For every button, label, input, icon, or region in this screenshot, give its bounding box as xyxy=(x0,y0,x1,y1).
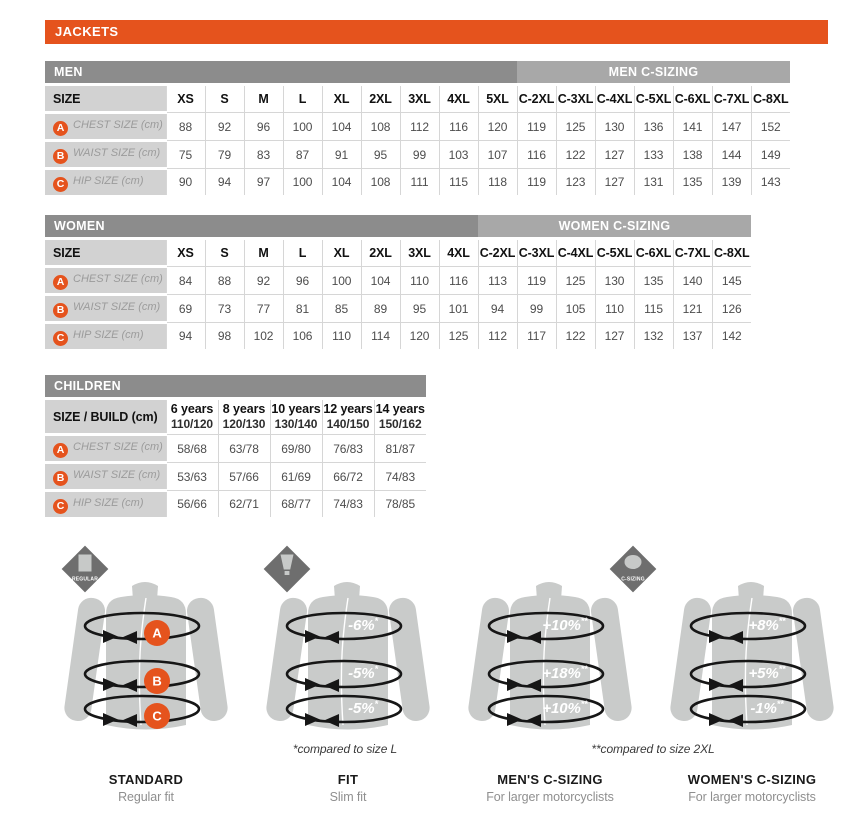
figure-subtitle: Slim fit xyxy=(329,790,367,804)
size-value: 130 xyxy=(595,113,634,141)
size-value: 112 xyxy=(400,113,439,141)
table-title-text: MEN xyxy=(54,65,83,79)
slim-fit-badge-icon xyxy=(261,543,313,595)
size-value: 142 xyxy=(712,323,751,350)
size-value: 92 xyxy=(244,267,283,295)
size-value: 89 xyxy=(361,295,400,323)
size-col-header: XL xyxy=(322,86,361,113)
size-value: 120 xyxy=(478,113,517,141)
size-value: 111 xyxy=(400,169,439,196)
size-value: 119 xyxy=(517,267,556,295)
row-label-text: CHEST SIZE (cm) xyxy=(73,273,163,285)
jacket-silhouette xyxy=(63,582,230,730)
size-value: 74/83 xyxy=(322,491,374,518)
row-label-text: HIP SIZE (cm) xyxy=(73,497,144,509)
size-value: 63/78 xyxy=(218,435,270,463)
size-value: 95 xyxy=(400,295,439,323)
measure-row xyxy=(45,491,426,518)
size-value: 100 xyxy=(283,113,322,141)
size-value: 96 xyxy=(283,267,322,295)
size-value: 110 xyxy=(322,323,361,350)
ring-percent-label: -5%* xyxy=(348,699,378,717)
row-label xyxy=(45,141,166,169)
figure-caption xyxy=(247,772,449,804)
ring-percent-label: +5%** xyxy=(748,664,786,682)
women-sizes-table xyxy=(45,240,751,349)
table-bar-women xyxy=(45,215,751,237)
size-value: 112 xyxy=(478,323,517,350)
size-col-header: XS xyxy=(166,86,205,113)
size-col-header: 2XL xyxy=(361,86,400,113)
size-value: 94 xyxy=(205,169,244,196)
size-value: 125 xyxy=(556,113,595,141)
size-value: 105 xyxy=(556,295,595,323)
size-value: 143 xyxy=(751,169,790,196)
size-value: 100 xyxy=(283,169,322,196)
build-label: 110/120 xyxy=(170,417,213,432)
size-value: 110 xyxy=(595,295,634,323)
figure-subtitle: Regular fit xyxy=(118,790,174,804)
size-value: 99 xyxy=(517,295,556,323)
size-value: 83 xyxy=(244,141,283,169)
csizing-title-text: MEN C-SIZING xyxy=(608,65,699,79)
table-title-men xyxy=(45,61,517,83)
size-value: 115 xyxy=(439,169,478,196)
size-value: 94 xyxy=(478,295,517,323)
measure-marker-b-icon: B xyxy=(53,303,68,318)
measure-marker-a-icon: A xyxy=(53,275,68,290)
size-value: 127 xyxy=(595,141,634,169)
badge-label: REGULAR xyxy=(71,576,99,583)
ring-percent-label: -1%** xyxy=(750,699,784,717)
size-value: 96 xyxy=(244,113,283,141)
size-col-header: C-5XL xyxy=(595,240,634,267)
size-col-header: XS xyxy=(166,240,205,267)
size-value: 104 xyxy=(361,267,400,295)
size-value: 69/80 xyxy=(270,435,322,463)
figure-fit xyxy=(247,541,449,804)
size-value: 149 xyxy=(751,141,790,169)
age-label: 14 years xyxy=(375,402,425,417)
size-value: 136 xyxy=(634,113,673,141)
size-value: 104 xyxy=(322,169,361,196)
size-col-header: 2XL xyxy=(361,240,400,267)
size-value: 132 xyxy=(634,323,673,350)
row-label xyxy=(45,295,166,323)
size-col-header: C-6XL xyxy=(673,86,712,113)
size-value: 113 xyxy=(478,267,517,295)
age-label: 12 years xyxy=(323,402,373,417)
table-title-children xyxy=(45,375,426,397)
row-label-text: HIP SIZE (cm) xyxy=(73,329,144,341)
csizing-title-text: WOMEN C-SIZING xyxy=(558,219,671,233)
size-value: 73 xyxy=(205,295,244,323)
ring-percent-label: +10%** xyxy=(542,699,588,717)
footnote: **compared to size 2XL xyxy=(591,742,715,756)
size-value: 147 xyxy=(712,113,751,141)
size-value: 116 xyxy=(439,267,478,295)
size-value: 90 xyxy=(166,169,205,196)
row-label xyxy=(45,113,166,141)
measure-marker-c-icon: C xyxy=(53,331,68,346)
size-value: 74/83 xyxy=(374,463,426,491)
row-label xyxy=(45,323,166,350)
size-value: 130 xyxy=(595,267,634,295)
size-value: 66/72 xyxy=(322,463,374,491)
size-col-header: 4XL xyxy=(439,86,478,113)
size-value: 57/66 xyxy=(218,463,270,491)
size-col-header: XL xyxy=(322,240,361,267)
size-value: 106 xyxy=(283,323,322,350)
size-value: 116 xyxy=(517,141,556,169)
size-value: 108 xyxy=(361,113,400,141)
size-value: 68/77 xyxy=(270,491,322,518)
size-value: 120 xyxy=(400,323,439,350)
size-value: 79 xyxy=(205,141,244,169)
measure-letter: C xyxy=(152,708,162,724)
men-sizes-table xyxy=(45,86,790,195)
figure-subtitle: For larger motorcyclists xyxy=(486,790,614,804)
table-title-women xyxy=(45,215,478,237)
size-col-header: C-4XL xyxy=(556,240,595,267)
size-table-children xyxy=(45,375,426,517)
ring-percent-label: +10%** xyxy=(542,616,588,634)
measure-row xyxy=(45,113,790,141)
row-label-text: CHEST SIZE (cm) xyxy=(73,441,163,453)
figure-title: MEN'S C-SIZING xyxy=(497,772,603,787)
figure-caption xyxy=(45,772,247,804)
size-col-header: C-3XL xyxy=(517,240,556,267)
size-value: 115 xyxy=(634,295,673,323)
size-col-header: C-8XL xyxy=(751,86,790,113)
size-col-header: M xyxy=(244,240,283,267)
size-value: 117 xyxy=(517,323,556,350)
size-value: 122 xyxy=(556,141,595,169)
ring-percent-label: -5%* xyxy=(348,664,378,682)
size-value: 131 xyxy=(634,169,673,196)
measure-row xyxy=(45,323,751,350)
size-col-header: 5XL xyxy=(478,86,517,113)
row-label-text: WAIST SIZE (cm) xyxy=(73,301,161,313)
size-value: 103 xyxy=(439,141,478,169)
size-value: 92 xyxy=(205,113,244,141)
size-value: 56/66 xyxy=(166,491,218,518)
size-value: 77 xyxy=(244,295,283,323)
figure-subtitle: For larger motorcyclists xyxy=(688,790,816,804)
ring-percent-label: -6%* xyxy=(348,616,378,634)
size-col-header: S xyxy=(205,240,244,267)
size-value: 88 xyxy=(166,113,205,141)
csizing-bar-men xyxy=(517,61,790,83)
size-col-header: C-7XL xyxy=(712,86,751,113)
measure-row xyxy=(45,435,426,463)
measure-marker-a-icon: A xyxy=(53,443,68,458)
size-value: 118 xyxy=(478,169,517,196)
measure-marker-a-icon: A xyxy=(53,121,68,136)
size-value: 127 xyxy=(595,323,634,350)
size-value: 94 xyxy=(166,323,205,350)
size-value: 137 xyxy=(673,323,712,350)
row-label-text: HIP SIZE (cm) xyxy=(73,175,144,187)
figure-title: FIT xyxy=(337,772,359,787)
size-value: 88 xyxy=(205,267,244,295)
table-bar-men xyxy=(45,61,790,83)
size-value: 87 xyxy=(283,141,322,169)
row-label-text: WAIST SIZE (cm) xyxy=(73,469,161,481)
size-corner-label: SIZE / BUILD (cm) xyxy=(45,400,166,435)
children-sizes-table xyxy=(45,400,426,517)
size-value: 62/71 xyxy=(218,491,270,518)
row-label xyxy=(45,463,166,491)
size-col-header: M xyxy=(244,86,283,113)
size-value: 53/63 xyxy=(166,463,218,491)
size-col-header: 4XL xyxy=(439,240,478,267)
measure-row xyxy=(45,169,790,196)
size-table-women xyxy=(45,215,751,349)
size-value: 91 xyxy=(322,141,361,169)
size-value: 101 xyxy=(439,295,478,323)
row-label xyxy=(45,169,166,196)
measure-marker-c-icon: C xyxy=(53,499,68,514)
size-tables xyxy=(45,61,867,517)
size-col-header: 3XL xyxy=(400,86,439,113)
size-value: 76/83 xyxy=(322,435,374,463)
age-label: 10 years xyxy=(271,402,321,417)
size-value: 140 xyxy=(673,267,712,295)
size-value: 114 xyxy=(361,323,400,350)
size-value: 116 xyxy=(439,113,478,141)
size-col-header: C-3XL xyxy=(556,86,595,113)
size-value: 119 xyxy=(517,169,556,196)
size-col-header: L xyxy=(283,240,322,267)
size-value: 107 xyxy=(478,141,517,169)
size-value: 81/87 xyxy=(374,435,426,463)
size-value: 81 xyxy=(283,295,322,323)
size-col-header: C-5XL xyxy=(634,86,673,113)
size-value: 97 xyxy=(244,169,283,196)
figure-standard xyxy=(45,541,247,804)
size-value: 133 xyxy=(634,141,673,169)
size-value: 125 xyxy=(439,323,478,350)
size-value: 99 xyxy=(400,141,439,169)
size-value: 145 xyxy=(712,267,751,295)
ring-percent-label: +18%** xyxy=(542,664,588,682)
size-value: 125 xyxy=(556,267,595,295)
size-corner-label: SIZE xyxy=(45,240,166,267)
size-col-header: L xyxy=(283,86,322,113)
figure-caption xyxy=(449,772,651,804)
table-title-text: WOMEN xyxy=(54,219,105,233)
size-value: 135 xyxy=(673,169,712,196)
ring-percent-label: +8%** xyxy=(748,616,786,634)
figure-caption xyxy=(651,772,853,804)
size-value: 127 xyxy=(595,169,634,196)
footnote: *compared to size L xyxy=(292,742,398,756)
size-value: 98 xyxy=(205,323,244,350)
size-corner-label: SIZE xyxy=(45,86,166,113)
size-value: 100 xyxy=(322,267,361,295)
size-col-header xyxy=(166,400,218,435)
size-value: 78/85 xyxy=(374,491,426,518)
age-label: 8 years xyxy=(222,402,266,417)
size-value: 122 xyxy=(556,323,595,350)
size-col-header xyxy=(270,400,322,435)
row-label-text: WAIST SIZE (cm) xyxy=(73,147,161,159)
build-label: 140/150 xyxy=(326,417,370,432)
measure-marker-c-icon: C xyxy=(53,177,68,192)
figure-mens-c-sizing xyxy=(449,541,651,804)
size-value: 139 xyxy=(712,169,751,196)
size-value: 108 xyxy=(361,169,400,196)
csizing-bar-women xyxy=(478,215,751,237)
figure-title: STANDARD xyxy=(108,772,184,787)
measure-row xyxy=(45,295,751,323)
row-label xyxy=(45,267,166,295)
size-col-header: S xyxy=(205,86,244,113)
size-value: 119 xyxy=(517,113,556,141)
size-value: 61/69 xyxy=(270,463,322,491)
size-col-header: C-8XL xyxy=(712,240,751,267)
size-value: 95 xyxy=(361,141,400,169)
size-value: 138 xyxy=(673,141,712,169)
build-label: 150/162 xyxy=(378,417,422,432)
size-col-header xyxy=(322,400,374,435)
size-value: 135 xyxy=(634,267,673,295)
build-label: 130/140 xyxy=(274,417,318,432)
size-value: 84 xyxy=(166,267,205,295)
size-value: 144 xyxy=(712,141,751,169)
section-header-jackets xyxy=(45,20,828,44)
size-col-header: C-4XL xyxy=(595,86,634,113)
size-value: 104 xyxy=(322,113,361,141)
size-value: 102 xyxy=(244,323,283,350)
size-value: 123 xyxy=(556,169,595,196)
size-col-header xyxy=(218,400,270,435)
measure-letter: B xyxy=(152,673,162,689)
size-value: 152 xyxy=(751,113,790,141)
measure-row xyxy=(45,141,790,169)
size-value: 85 xyxy=(322,295,361,323)
size-value: 75 xyxy=(166,141,205,169)
size-col-header: C-2XL xyxy=(517,86,556,113)
figure-womens-c-sizing xyxy=(651,541,853,804)
size-value: 69 xyxy=(166,295,205,323)
size-col-header: 3XL xyxy=(400,240,439,267)
size-value: 126 xyxy=(712,295,751,323)
size-value: 110 xyxy=(400,267,439,295)
measure-row xyxy=(45,267,751,295)
size-col-header: C-2XL xyxy=(478,240,517,267)
row-label xyxy=(45,435,166,463)
regular-fit-badge-icon xyxy=(59,543,111,595)
measure-row xyxy=(45,463,426,491)
size-value: 121 xyxy=(673,295,712,323)
jacket-illustration xyxy=(651,541,853,736)
table-bar-children xyxy=(45,375,426,397)
size-col-header: C-7XL xyxy=(673,240,712,267)
build-label: 120/130 xyxy=(222,417,266,432)
row-label-text: CHEST SIZE (cm) xyxy=(73,119,163,131)
measure-letter: A xyxy=(152,625,162,641)
fit-figures xyxy=(45,541,855,804)
size-value: 58/68 xyxy=(166,435,218,463)
table-title-text: CHILDREN xyxy=(54,379,121,393)
size-value: 141 xyxy=(673,113,712,141)
measure-marker-b-icon: B xyxy=(53,149,68,164)
row-label xyxy=(45,491,166,518)
badge-label: C-SIZING xyxy=(621,576,645,583)
size-table-men xyxy=(45,61,790,195)
measure-marker-b-icon: B xyxy=(53,471,68,486)
size-col-header: C-6XL xyxy=(634,240,673,267)
figure-title: WOMEN'S C-SIZING xyxy=(687,772,817,787)
size-col-header xyxy=(374,400,426,435)
age-label: 6 years xyxy=(170,402,214,417)
section-title: JACKETS xyxy=(55,24,119,39)
